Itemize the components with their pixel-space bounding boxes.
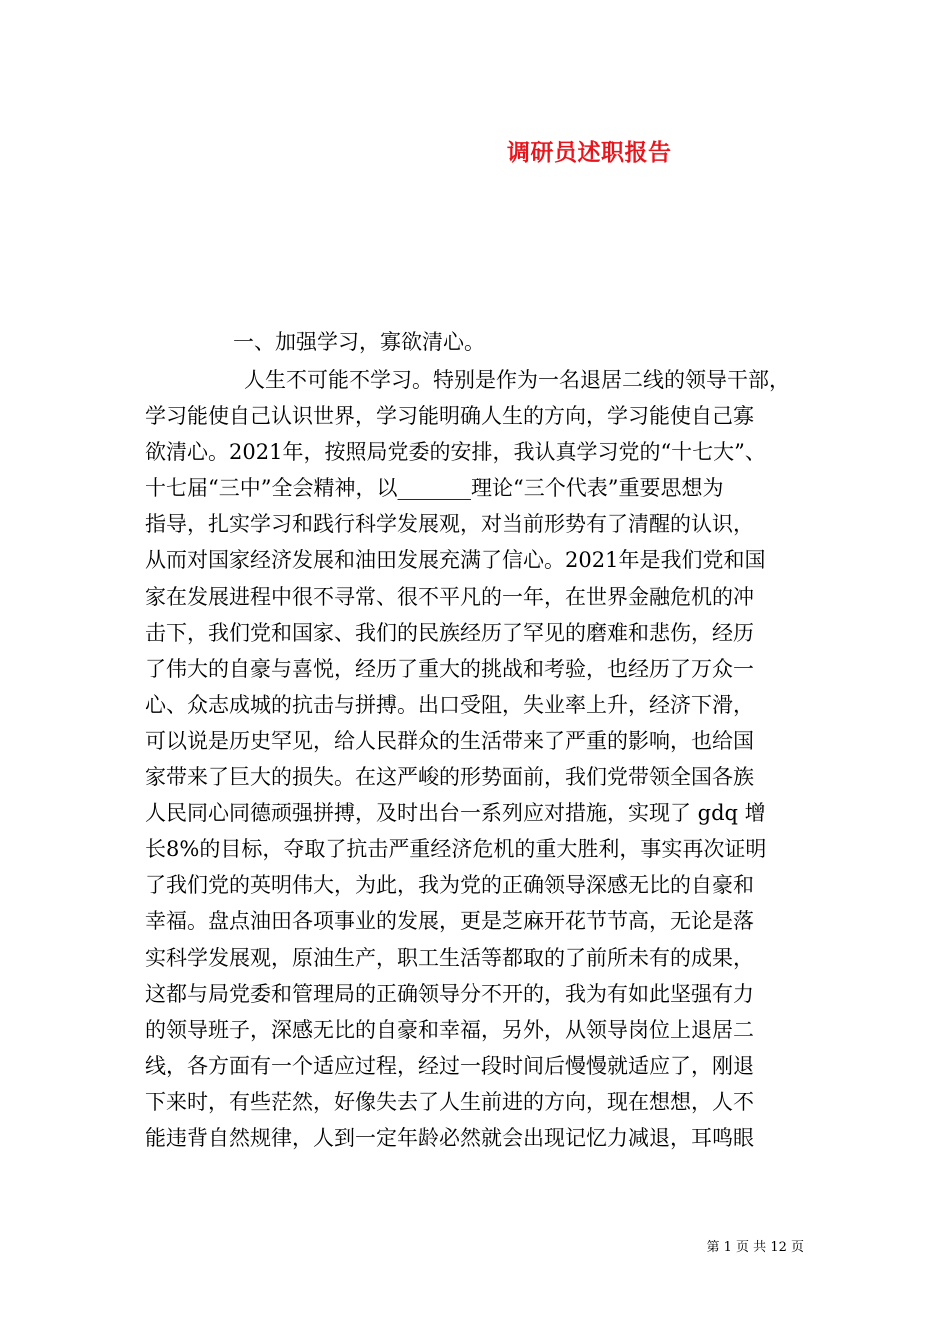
- body-line: 能违背自然规律，人到一定年龄必然就会出现记忆力减退，耳鸣眼: [145, 1125, 754, 1150]
- body-line: 实科学发展观，原油生产，职工生活等都取的了前所未有的成果，: [145, 945, 754, 970]
- body-line: 十七届“三中”全会精神，以_______理论“三个代表”重要思想为: [145, 476, 724, 501]
- body-line: 人生不可能不学习。特别是作为一名退居二线的领导干部，: [244, 368, 790, 392]
- body-line: 从而对国家经济发展和油田发展充满了信心。2021年是我们党和国: [145, 548, 766, 573]
- body-line: 欲清心。2021年，按照局党委的安排，我认真学习党的“十七大”、: [145, 440, 766, 465]
- body-line: 家在发展进程中很不寻常、很不平凡的一年，在世界金融危机的冲: [145, 584, 754, 609]
- body-line: 了伟大的自豪与喜悦，经历了重大的挑战和考验，也经历了万众一: [145, 656, 754, 681]
- body-line: 了我们党的英明伟大，为此，我为党的正确领导深感无比的自豪和: [145, 873, 754, 898]
- document-title: 调研员述职报告: [507, 139, 672, 166]
- body-line: 长8%的目标，夺取了抗击严重经济危机的重大胜利，事实再次证明: [145, 837, 767, 862]
- page-number-footer: 第 1 页 共 12 页: [706, 1240, 804, 1255]
- body-line: 心、众志成城的抗击与拼搏。出口受阻，失业率上升，经济下滑，: [145, 692, 754, 717]
- body-line: 幸福。盘点油田各项事业的发展，更是芝麻开花节节高，无论是落: [145, 909, 754, 934]
- body-line: 可以说是历史罕见，给人民群众的生活带来了严重的影响，也给国: [145, 728, 754, 753]
- section-heading: 一、加强学习，寡欲清心。: [233, 330, 485, 354]
- body-line: 指导，扎实学习和践行科学发展观，对当前形势有了清醒的认识，: [145, 512, 754, 537]
- body-line: 学习能使自己认识世界，学习能明确人生的方向，学习能使自己寡: [145, 404, 754, 429]
- body-line: 这都与局党委和管理局的正确领导分不开的，我为有如此坚强有力: [145, 981, 754, 1006]
- body-line: 的领导班子，深感无比的自豪和幸福，另外，从领导岗位上退居二: [145, 1017, 754, 1042]
- body-line: 线，各方面有一个适应过程，经过一段时间后慢慢就适应了，刚退: [145, 1053, 754, 1078]
- body-line: 家带来了巨大的损失。在这严峻的形势面前，我们党带领全国各族: [145, 765, 754, 790]
- body-line: 下来时，有些茫然，好像失去了人生前进的方向，现在想想，人不: [145, 1089, 754, 1114]
- body-line: 击下，我们党和国家、我们的民族经历了罕见的磨难和悲伤，经历: [145, 620, 754, 645]
- body-line: 人民同心同德顽强拼搏，及时出台一系列应对措施，实现了 gdq 增: [145, 801, 766, 826]
- body-paragraph: [145, 362, 835, 1156]
